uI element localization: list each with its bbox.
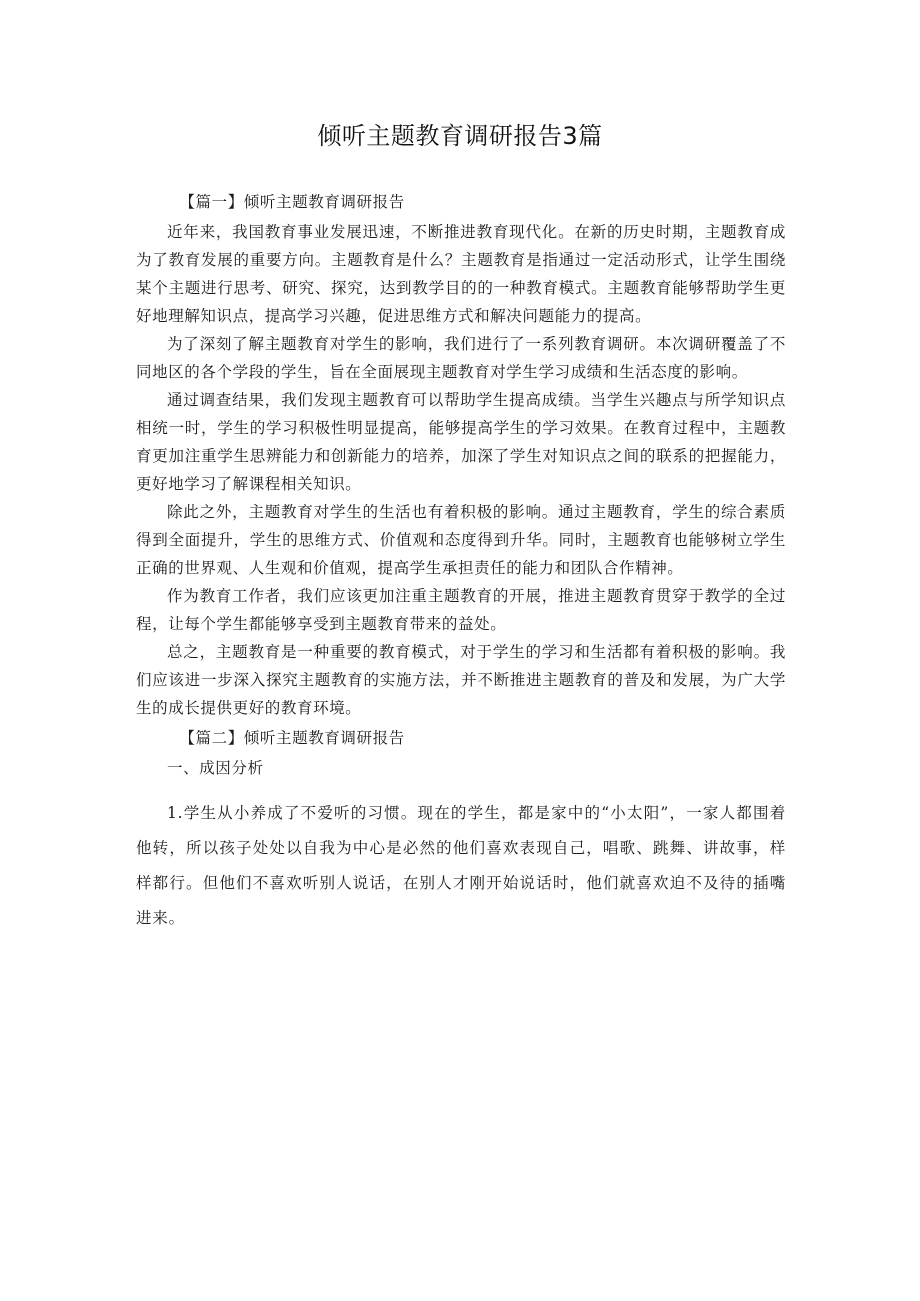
document-body [136, 188, 786, 936]
document-title: 倾听主题教育调研报告3篇 [317, 122, 603, 150]
paragraph: 1.学生从小养成了不爱听的习惯。现在的学生，都是家中的“小太阳”，一家人都围着他转，所以孩子处处以自我为中心是必然的他们喜欢表现自己，唱歌、跳舞、讲故事，样样都行。但他们不喜欢听别人说话，在别人才刚开始说话时，他们就喜欢迫不及待的插嘴进来。 [136, 804, 786, 927]
paragraph: 通过调查结果，我们发现主题教育可以帮助学生提高成绩。当学生兴趣点与所学知识点相统一时，学生的学习积极性明显提高，能够提高学生的学习效果。在教育过程中，主题教育更加注重学生思辨能力和创新能力的培养，加深了学生对知识点之间的联系的把握能力，更好地学习了解课程相关知识。 [136, 391, 786, 493]
paragraph: 除此之外，主题教育对学生的生活也有着积极的影响。通过主题教育，学生的综合素质得到全面提升，学生的思维方式、价值观和态度得到升华。同时，主题教育也能够树立学生正确的世界观、人生观和价值观，提高学生承担责任的能力和团队合作精神。 [136, 503, 786, 577]
paragraph: 为了深刻了解主题教育对学生的影响，我们进行了一系列教育调研。本次调研覆盖了不同地区的各个学段的学生，旨在全面展现主题教育对学生学习成绩和生活态度的影响。 [136, 335, 786, 381]
section-heading-2: 【篇二】倾听主题教育调研报告 [179, 729, 405, 747]
paragraph: 总之，主题教育是一种重要的教育模式，对于学生的学习和生活都有着积极的影响。我们应该进一步深入探究主题教育的实施方法，并不断推进主题教育的普及和发展，为广大学生的成长提供更好的教育环境。 [136, 643, 786, 717]
subsection-heading: 一、成因分析 [167, 759, 264, 777]
paragraph: 近年来，我国教育事业发展迅速，不断推进教育现代化。在新的历史时期，主题教育成为了教育发展的重要方向。主题教育是什么？主题教育是指通过一定活动形式，让学生围绕某个主题进行思考、研究、探究，达到教学目的的一种教育模式。主题教育能够帮助学生更好地理解知识点，提高学习兴趣，促进思维方式和解决问题能力的提高。 [136, 223, 786, 325]
section-heading-1: 【篇一】倾听主题教育调研报告 [179, 193, 405, 211]
paragraph: 作为教育工作者，我们应该更加注重主题教育的开展，推进主题教育贯穿于教学的全过程，让每个学生都能够享受到主题教育带来的益处。 [136, 587, 786, 633]
